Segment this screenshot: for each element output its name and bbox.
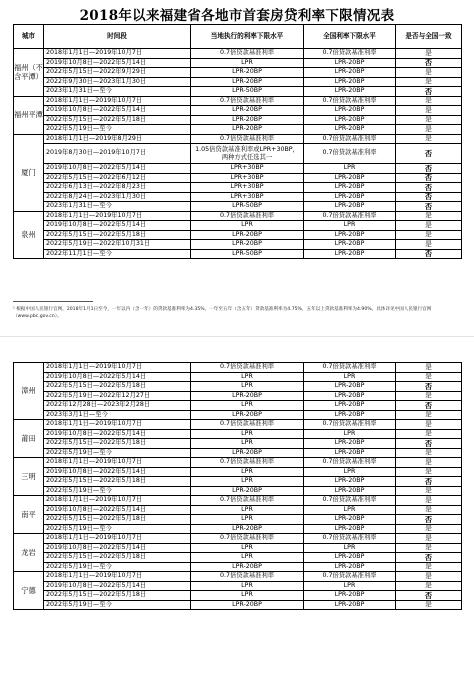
- table-row: [14, 534, 462, 544]
- local-rate-cell: LPR-50BP: [191, 87, 304, 97]
- period-cell: 2019年10月8日—2022年5月14日: [44, 221, 191, 231]
- period-cell: 2018年1月1日—2019年10月7日: [44, 496, 191, 506]
- consistency-cell: 是: [396, 372, 462, 382]
- table-row: [14, 134, 462, 144]
- local-rate-cell: LPR: [191, 591, 304, 601]
- national-rate-cell: LPR: [304, 164, 396, 174]
- period-cell: 2019年10月8日—2022年5月14日: [44, 58, 191, 68]
- national-rate-cell: LPR-20BP: [304, 477, 396, 487]
- local-rate-cell: LPR-20BP: [191, 115, 304, 125]
- table-row: [14, 572, 462, 582]
- national-rate-cell: 0.7倍贷款基准利率: [304, 363, 396, 373]
- consistency-cell: 否: [396, 477, 462, 487]
- period-cell: 2022年5月19日—2022年10月31日: [44, 240, 191, 250]
- period-cell: 2022年5月19日—至今: [44, 562, 191, 572]
- local-rate-cell: 0.7倍贷款基准利率: [191, 363, 304, 373]
- consistency-cell: 是: [396, 543, 462, 553]
- consistency-cell: 是: [396, 581, 462, 591]
- local-rate-cell: 0.7倍贷款基准利率: [191, 134, 304, 144]
- local-rate-cell: LPR-20BP: [191, 410, 304, 420]
- national-rate-cell: 0.7倍贷款基准利率: [304, 49, 396, 59]
- city-cell: 福州平潭: [14, 96, 44, 134]
- table-row: [14, 183, 462, 193]
- period-cell: 2022年5月19日—至今: [44, 125, 191, 135]
- national-rate-cell: LPR: [304, 429, 396, 439]
- consistency-cell: 否: [396, 401, 462, 411]
- consistency-cell: 是: [396, 486, 462, 496]
- table-row: [14, 524, 462, 534]
- table-row: [14, 144, 462, 164]
- period-cell: 2022年5月19日—至今: [44, 600, 191, 610]
- local-rate-cell: 1.05倍贷款基准利率或LPR+30BP，两种方式任选其一: [191, 144, 304, 164]
- local-rate-cell: 0.7倍贷款基准利率: [191, 420, 304, 430]
- period-cell: 2022年8月24日—2023年1月30日: [44, 192, 191, 202]
- table-row: [14, 221, 462, 231]
- local-rate-cell: LPR: [191, 221, 304, 231]
- rate-table-page2: [13, 362, 462, 610]
- period-cell: 2023年1月31日—至今: [44, 202, 191, 212]
- table-row: [14, 543, 462, 553]
- consistency-cell: 否: [396, 87, 462, 97]
- table-row: [14, 401, 462, 411]
- national-rate-cell: LPR-20BP: [304, 486, 396, 496]
- national-rate-cell: 0.7倍贷款基准利率: [304, 96, 396, 106]
- period-cell: 2019年10月8日—2022年5月14日: [44, 429, 191, 439]
- national-rate-cell: LPR-20BP: [304, 230, 396, 240]
- local-rate-cell: LPR-20BP: [191, 125, 304, 135]
- local-rate-cell: LPR: [191, 581, 304, 591]
- consistency-cell: 否: [396, 183, 462, 193]
- local-rate-cell: LPR+30BP: [191, 183, 304, 193]
- table-row: [14, 115, 462, 125]
- table-row: [14, 477, 462, 487]
- local-rate-cell: LPR+30BP: [191, 164, 304, 174]
- local-rate-cell: LPR-20BP: [191, 68, 304, 78]
- period-cell: 2022年5月19日—2022年12月27日: [44, 391, 191, 401]
- table-row: [14, 164, 462, 174]
- local-rate-cell: LPR: [191, 382, 304, 392]
- consistency-cell: 否: [396, 144, 462, 164]
- local-rate-cell: LPR: [191, 477, 304, 487]
- table-row: [14, 553, 462, 563]
- consistency-cell: 是: [396, 496, 462, 506]
- national-rate-cell: LPR-20BP: [304, 240, 396, 250]
- table-row: [14, 240, 462, 250]
- table-row: [14, 96, 462, 106]
- national-rate-cell: LPR-20BP: [304, 391, 396, 401]
- local-rate-cell: LPR: [191, 543, 304, 553]
- table-row: [14, 496, 462, 506]
- consistency-cell: 是: [396, 125, 462, 135]
- header-period: 时间段: [44, 25, 191, 49]
- table-row: [14, 515, 462, 525]
- table-row: [14, 486, 462, 496]
- local-rate-cell: LPR-20BP: [191, 448, 304, 458]
- period-cell: 2022年5月15日—2022年5月18日: [44, 477, 191, 487]
- table-row: [14, 192, 462, 202]
- period-cell: 2019年10月8日—2022年5月14日: [44, 372, 191, 382]
- national-rate-cell: 0.7倍贷款基准利率: [304, 134, 396, 144]
- period-cell: 2018年1月1日—2019年10月7日: [44, 49, 191, 59]
- header-city: 城市: [14, 25, 44, 49]
- national-rate-cell: LPR-20BP: [304, 515, 396, 525]
- national-rate-cell: LPR: [304, 221, 396, 231]
- consistency-cell: 是: [396, 505, 462, 515]
- period-cell: 2022年5月19日—至今: [44, 524, 191, 534]
- local-rate-cell: LPR-20BP: [191, 486, 304, 496]
- consistency-cell: 是: [396, 363, 462, 373]
- city-cell: 宁德: [14, 572, 44, 610]
- national-rate-cell: LPR-20BP: [304, 68, 396, 78]
- table-row: [14, 202, 462, 212]
- period-cell: 2022年5月15日—2022年9月29日: [44, 68, 191, 78]
- footnote: ¹ 根据中国人民银行官网，2018年1月1日至今，一年以内（含一年）的贷款基准利率为4.35%，一年至五年（含五年）贷款基准利率为4.75%，五年以上贷款基准利率为4.90%。具体详见中国人民银行官网（www.pbc.gov.cn）。: [13, 307, 432, 320]
- national-rate-cell: LPR: [304, 372, 396, 382]
- period-cell: 2018年1月1日—2019年10月7日: [44, 572, 191, 582]
- period-cell: 2022年5月15日—2022年5月18日: [44, 439, 191, 449]
- national-rate-cell: LPR-20BP: [304, 183, 396, 193]
- local-rate-cell: LPR-20BP: [191, 600, 304, 610]
- national-rate-cell: LPR-20BP: [304, 401, 396, 411]
- national-rate-cell: 0.7倍贷款基准利率: [304, 420, 396, 430]
- table-row: [14, 382, 462, 392]
- city-cell: 泉州: [14, 211, 44, 259]
- national-rate-cell: LPR: [304, 543, 396, 553]
- period-cell: 2022年11月1日—至今: [44, 249, 191, 259]
- local-rate-cell: LPR: [191, 553, 304, 563]
- local-rate-cell: 0.7倍贷款基准利率: [191, 49, 304, 59]
- period-cell: 2022年6月13日—2022年8月23日: [44, 183, 191, 193]
- national-rate-cell: LPR: [304, 505, 396, 515]
- consistency-cell: 否: [396, 553, 462, 563]
- local-rate-cell: LPR: [191, 467, 304, 477]
- table-row: [14, 49, 462, 59]
- national-rate-cell: LPR: [304, 467, 396, 477]
- national-rate-cell: LPR-20BP: [304, 115, 396, 125]
- period-cell: 2022年5月15日—2022年5月18日: [44, 230, 191, 240]
- local-rate-cell: LPR+30BP: [191, 192, 304, 202]
- national-rate-cell: LPR-20BP: [304, 553, 396, 563]
- period-cell: 2022年5月15日—2022年5月18日: [44, 591, 191, 601]
- table-header-row: [14, 25, 462, 49]
- consistency-cell: 是: [396, 467, 462, 477]
- national-rate-cell: LPR-20BP: [304, 173, 396, 183]
- consistency-cell: 是: [396, 106, 462, 116]
- national-rate-cell: 0.7倍贷款基准利率: [304, 458, 396, 468]
- national-rate-cell: LPR: [304, 581, 396, 591]
- local-rate-cell: LPR: [191, 429, 304, 439]
- local-rate-cell: LPR-20BP: [191, 106, 304, 116]
- table-row: [14, 230, 462, 240]
- city-cell: 莆田: [14, 420, 44, 458]
- consistency-cell: 否: [396, 173, 462, 183]
- table-row: [14, 439, 462, 449]
- local-rate-cell: LPR+30BP: [191, 173, 304, 183]
- national-rate-cell: LPR-20BP: [304, 249, 396, 259]
- header-consistency: 是否与全国一致: [396, 25, 462, 49]
- period-cell: 2018年1月1日—2019年10月7日: [44, 96, 191, 106]
- national-rate-cell: LPR-20BP: [304, 58, 396, 68]
- period-cell: 2019年10月8日—2022年5月14日: [44, 581, 191, 591]
- national-rate-cell: 0.7倍贷款基准利率: [304, 144, 396, 164]
- table-row: [14, 58, 462, 68]
- period-cell: 2022年5月15日—2022年5月18日: [44, 115, 191, 125]
- consistency-cell: 否: [396, 58, 462, 68]
- header-national-rate: 全国利率下限水平: [304, 25, 396, 49]
- consistency-cell: 是: [396, 221, 462, 231]
- consistency-cell: 是: [396, 230, 462, 240]
- city-cell: 福州（不含平潭）: [14, 49, 44, 97]
- local-rate-cell: LPR-50BP: [191, 202, 304, 212]
- local-rate-cell: LPR-20BP: [191, 240, 304, 250]
- period-cell: 2022年5月15日—2022年5月18日: [44, 553, 191, 563]
- consistency-cell: 是: [396, 115, 462, 125]
- table-row: [14, 125, 462, 135]
- national-rate-cell: LPR-20BP: [304, 562, 396, 572]
- national-rate-cell: 0.7倍贷款基准利率: [304, 534, 396, 544]
- consistency-cell: 否: [396, 439, 462, 449]
- consistency-cell: 是: [396, 572, 462, 582]
- national-rate-cell: LPR-20BP: [304, 448, 396, 458]
- period-cell: 2022年12月28日—2023年2月28日: [44, 401, 191, 411]
- consistency-cell: 是: [396, 420, 462, 430]
- national-rate-cell: LPR-20BP: [304, 87, 396, 97]
- national-rate-cell: LPR-20BP: [304, 524, 396, 534]
- table-row: [14, 77, 462, 87]
- consistency-cell: 是: [396, 240, 462, 250]
- local-rate-cell: LPR: [191, 58, 304, 68]
- city-cell: 南平: [14, 496, 44, 534]
- city-cell: 三明: [14, 458, 44, 496]
- table-row: [14, 429, 462, 439]
- consistency-cell: 是: [396, 600, 462, 610]
- local-rate-cell: LPR-20BP: [191, 391, 304, 401]
- consistency-cell: 是: [396, 562, 462, 572]
- consistency-cell: 否: [396, 382, 462, 392]
- national-rate-cell: LPR-20BP: [304, 202, 396, 212]
- table-row: [14, 363, 462, 373]
- local-rate-cell: LPR-20BP: [191, 77, 304, 87]
- national-rate-cell: 0.7倍贷款基准利率: [304, 496, 396, 506]
- rate-table-page1: [13, 24, 462, 259]
- period-cell: 2018年1月1日—2019年8月29日: [44, 134, 191, 144]
- local-rate-cell: LPR: [191, 372, 304, 382]
- period-cell: 2022年5月15日—2022年5月18日: [44, 515, 191, 525]
- period-cell: 2022年9月30日—2023年1月30日: [44, 77, 191, 87]
- national-rate-cell: LPR-20BP: [304, 410, 396, 420]
- local-rate-cell: 0.7倍贷款基准利率: [191, 534, 304, 544]
- period-cell: 2022年5月19日—至今: [44, 448, 191, 458]
- period-cell: 2019年10月8日—2022年5月14日: [44, 543, 191, 553]
- national-rate-cell: LPR-20BP: [304, 125, 396, 135]
- consistency-cell: 是: [396, 134, 462, 144]
- table-row: [14, 106, 462, 116]
- footnote-rule: [13, 301, 93, 302]
- table-row: [14, 173, 462, 183]
- national-rate-cell: LPR-20BP: [304, 600, 396, 610]
- local-rate-cell: LPR: [191, 401, 304, 411]
- local-rate-cell: 0.7倍贷款基准利率: [191, 96, 304, 106]
- page-divider: [0, 336, 474, 337]
- table-row: [14, 410, 462, 420]
- local-rate-cell: LPR: [191, 439, 304, 449]
- table-row: [14, 505, 462, 515]
- period-cell: 2019年10月8日—2022年5月14日: [44, 505, 191, 515]
- consistency-cell: 是: [396, 391, 462, 401]
- city-cell: 厦门: [14, 134, 44, 211]
- local-rate-cell: LPR: [191, 505, 304, 515]
- period-cell: 2019年10月8日—2022年5月14日: [44, 164, 191, 174]
- period-cell: 2019年10月8日—2022年5月14日: [44, 467, 191, 477]
- period-cell: 2023年3月1日—至今: [44, 410, 191, 420]
- period-cell: 2018年1月1日—2019年10月7日: [44, 534, 191, 544]
- consistency-cell: 否: [396, 515, 462, 525]
- period-cell: 2018年1月1日—2019年10月7日: [44, 458, 191, 468]
- table-row: [14, 591, 462, 601]
- consistency-cell: 是: [396, 211, 462, 221]
- consistency-cell: 是: [396, 68, 462, 78]
- table-row: [14, 581, 462, 591]
- table-row: [14, 211, 462, 221]
- local-rate-cell: LPR-20BP: [191, 230, 304, 240]
- national-rate-cell: LPR-20BP: [304, 192, 396, 202]
- local-rate-cell: 0.7倍贷款基准利率: [191, 458, 304, 468]
- national-rate-cell: LPR-20BP: [304, 106, 396, 116]
- consistency-cell: 是: [396, 77, 462, 87]
- table-row: [14, 458, 462, 468]
- local-rate-cell: LPR-20BP: [191, 524, 304, 534]
- local-rate-cell: 0.7倍贷款基准利率: [191, 496, 304, 506]
- period-cell: 2018年1月1日—2019年10月7日: [44, 420, 191, 430]
- national-rate-cell: LPR-20BP: [304, 382, 396, 392]
- period-cell: 2019年10月8日—2022年5月14日: [44, 106, 191, 116]
- period-cell: 2022年5月15日—2022年6月12日: [44, 173, 191, 183]
- national-rate-cell: LPR-20BP: [304, 77, 396, 87]
- table-row: [14, 372, 462, 382]
- table-row: [14, 87, 462, 97]
- city-cell: 漳州: [14, 363, 44, 420]
- table-row: [14, 249, 462, 259]
- national-rate-cell: 0.7倍贷款基准利率: [304, 572, 396, 582]
- consistency-cell: 是: [396, 49, 462, 59]
- table-row: [14, 68, 462, 78]
- table-row: [14, 467, 462, 477]
- table-row: [14, 600, 462, 610]
- period-cell: 2023年1月31日—至今: [44, 87, 191, 97]
- consistency-cell: 是: [396, 448, 462, 458]
- consistency-cell: 否: [396, 192, 462, 202]
- local-rate-cell: LPR-20BP: [191, 562, 304, 572]
- consistency-cell: 是: [396, 410, 462, 420]
- consistency-cell: 否: [396, 249, 462, 259]
- consistency-cell: 否: [396, 591, 462, 601]
- period-cell: 2018年1月1日—2019年10月7日: [44, 363, 191, 373]
- consistency-cell: 是: [396, 96, 462, 106]
- period-cell: 2018年1月1日—2019年10月7日: [44, 211, 191, 221]
- period-cell: 2019年8月30日—2019年10月7日: [44, 144, 191, 164]
- local-rate-cell: LPR: [191, 515, 304, 525]
- consistency-cell: 是: [396, 534, 462, 544]
- table-row: [14, 448, 462, 458]
- consistency-cell: 是: [396, 524, 462, 534]
- local-rate-cell: LPR-50BP: [191, 249, 304, 259]
- period-cell: 2022年5月15日—2022年5月18日: [44, 382, 191, 392]
- document-title: 2018年以来福建省各地市首套房贷利率下限情况表: [79, 8, 395, 24]
- period-cell: 2022年5月19日—至今: [44, 486, 191, 496]
- consistency-cell: 否: [396, 164, 462, 174]
- city-cell: 龙岩: [14, 534, 44, 572]
- table-row: [14, 420, 462, 430]
- consistency-cell: 是: [396, 458, 462, 468]
- table-row: [14, 391, 462, 401]
- local-rate-cell: 0.7倍贷款基准利率: [191, 211, 304, 221]
- table-row: [14, 562, 462, 572]
- consistency-cell: 否: [396, 202, 462, 212]
- header-local-rate: 当地执行的利率下限水平: [191, 25, 304, 49]
- consistency-cell: 是: [396, 429, 462, 439]
- national-rate-cell: 0.7倍贷款基准利率: [304, 211, 396, 221]
- local-rate-cell: 0.7倍贷款基准利率: [191, 572, 304, 582]
- national-rate-cell: LPR-20BP: [304, 591, 396, 601]
- national-rate-cell: LPR-20BP: [304, 439, 396, 449]
